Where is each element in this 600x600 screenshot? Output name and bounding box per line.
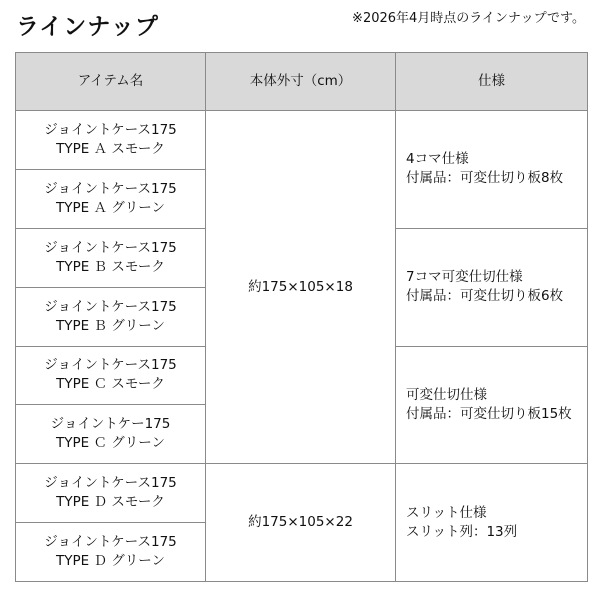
header-item-name: アイテム名 xyxy=(16,53,206,111)
item-name-line1: ジョイントケース175 xyxy=(44,239,177,256)
item-name-line2: TYPE Ｃ グリーン xyxy=(56,435,165,452)
spec-line2: 付属品：可変仕切り板15枚 xyxy=(406,405,572,422)
table-row xyxy=(16,464,588,523)
page-title: ラインナップ xyxy=(16,14,159,40)
spec-line2: スリット列：13列 xyxy=(406,523,518,540)
item-name-line2: TYPE Ａ グリーン xyxy=(56,199,165,216)
item-name-line1: ジョイントケース175 xyxy=(44,180,177,197)
spec-cell xyxy=(396,346,588,464)
header-dimensions: 本体外寸（cm） xyxy=(206,53,396,111)
spec-cell xyxy=(396,464,588,582)
spec-line2: 付属品：可変仕切り板8枚 xyxy=(406,170,564,187)
item-name-line2: TYPE Ｂ グリーン xyxy=(56,317,165,334)
date-note: ※2026年4月時点のラインナップです。 xyxy=(352,11,585,26)
spec-line1: 4コマ仕様 xyxy=(406,151,469,168)
item-name-line1: ジョイントケース175 xyxy=(44,121,177,138)
item-name-cell xyxy=(16,464,206,523)
dimensions-cell: 約175×105×18 xyxy=(206,111,396,464)
spec-line1: 可変仕切仕様 xyxy=(406,386,487,403)
item-name-cell xyxy=(16,346,206,405)
header-specification: 仕様 xyxy=(396,53,588,111)
item-name-cell xyxy=(16,169,206,228)
lineup-table xyxy=(15,52,588,582)
item-name-cell xyxy=(16,111,206,170)
item-name-line2: TYPE Ｂ スモーク xyxy=(56,258,165,275)
item-name-cell xyxy=(16,287,206,346)
item-name-line2: TYPE Ｃ スモーク xyxy=(56,376,165,393)
header-row xyxy=(16,53,588,111)
item-name-cell xyxy=(16,523,206,582)
dimensions-cell: 約175×105×22 xyxy=(206,464,396,582)
spec-line1: 7コマ可変仕切仕様 xyxy=(406,269,523,286)
table-row xyxy=(16,111,588,170)
spec-line2: 付属品：可変仕切り板6枚 xyxy=(406,288,564,305)
item-name-line2: TYPE Ａ スモーク xyxy=(56,140,165,157)
spec-cell xyxy=(396,228,588,346)
item-name-line1: ジョイントケース175 xyxy=(44,298,177,315)
item-name-line1: ジョイントケース175 xyxy=(44,475,177,492)
item-name-line1: ジョイントケー175 xyxy=(50,416,171,433)
item-name-line2: TYPE Ｄ スモーク xyxy=(56,494,165,511)
item-name-line2: TYPE Ｄ グリーン xyxy=(56,553,165,570)
item-name-cell xyxy=(16,228,206,287)
item-name-cell xyxy=(16,405,206,464)
spec-cell xyxy=(396,111,588,229)
item-name-line1: ジョイントケース175 xyxy=(44,357,177,374)
item-name-line1: ジョイントケース175 xyxy=(44,534,177,551)
spec-line1: スリット仕様 xyxy=(406,504,487,521)
